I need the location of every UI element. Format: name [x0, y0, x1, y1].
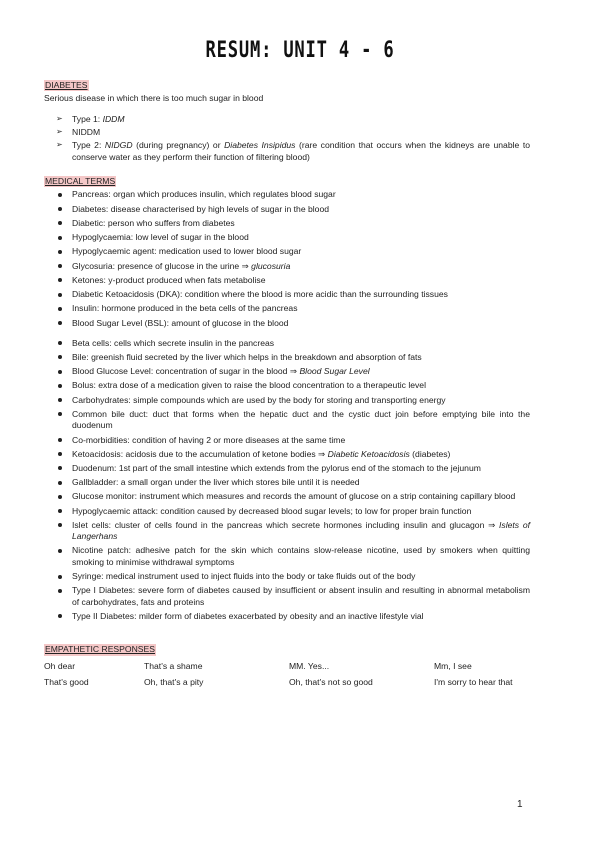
page-number: 1 [517, 799, 523, 810]
bullet-icon [58, 614, 62, 618]
bullet-icon [58, 575, 62, 579]
list-item: Diabetic: person who suffers from diabetes [56, 218, 530, 229]
list-item: Ketoacidosis: acidosis due to the accumulation of ketone bodies ⇒ Diabetic Ketoacidosis (diabetes) [56, 449, 530, 460]
list-item: Glucose monitor: instrument which measures and records the amount of glucose on a strip containing capillary blood [56, 491, 530, 502]
response-cell: Oh dear [44, 660, 76, 671]
list-item: Diabetic Ketoacidosis (DKA): condition where the blood is more acidic than the surrounding tissues [56, 289, 530, 300]
bullet-icon [58, 438, 62, 442]
bullet-icon [58, 481, 62, 485]
document-body [44, 80, 530, 688]
empathetic-heading: EMPATHETIC RESPONSES [45, 644, 155, 655]
list-item: Duodenum: 1st part of the small intestine which extends from the pylorus end of the stomach to the jejunum [56, 463, 530, 474]
list-item: Gallbladder: a small organ under the liver which stores bile until it is needed [56, 477, 530, 488]
list-item: Type II Diabetes: milder form of diabetes exacerbated by obesity and an inactive lifestyle vial [56, 611, 530, 622]
bullet-icon [58, 549, 62, 553]
page-title: RESUM: UNIT 4 - 6 [205, 38, 395, 63]
list-item: Pancreas: organ which produces insulin, which regulates blood sugar [56, 189, 530, 200]
list-item: Blood Sugar Level (BSL): amount of glucose in the blood [56, 318, 530, 329]
response-cell: Oh, that's not so good [289, 676, 373, 687]
list-item: Carbohydrates: simple compounds which are used by the body for storing and transporting energy [56, 395, 530, 406]
bullet-icon [58, 452, 62, 456]
bullet-icon [58, 264, 62, 268]
empathetic-responses-section [44, 644, 530, 688]
bullet-icon [58, 509, 62, 513]
list-item: ➢ NIDDM [56, 127, 101, 138]
medical-terms-list-1 [56, 189, 530, 328]
bullet-icon [58, 250, 62, 254]
bullet-icon [58, 207, 62, 211]
bullet-icon [58, 523, 62, 527]
response-cell: Mm, I see [434, 660, 472, 671]
list-item: Bile: greenish fluid secreted by the liver which helps in the breakdown and absorption of fats [56, 352, 530, 363]
bullet-icon [58, 384, 62, 388]
list-item: Beta cells: cells which secrete insulin in the pancreas [56, 338, 530, 349]
bullet-icon [58, 193, 62, 197]
bullet-icon [58, 236, 62, 240]
list-item: Co-morbidities: condition of having 2 or more diseases at the same time [56, 435, 530, 446]
list-item: ➢ Type 2: NIDGD (during pregnancy) or Diabetes Insipidus (rare condition that occurs when the kidneys are unable to conserve water as they perform their function of filtering blood) [56, 140, 531, 162]
list-item: Syringe: medical instrument used to inject fluids into the body or take fluids out of the body [56, 571, 530, 582]
response-cell: MM. Yes... [289, 660, 330, 671]
bullet-icon [58, 341, 62, 345]
response-cell: That's good [44, 676, 89, 687]
bullet-icon [58, 412, 62, 416]
bullet-icon [58, 466, 62, 470]
bullet-icon [58, 293, 62, 297]
medical-terms-heading: MEDICAL TERMS [45, 176, 116, 187]
medical-terms-section [44, 176, 530, 622]
bullet-icon [58, 307, 62, 311]
list-item: Bolus: extra dose of a medication given to raise the blood concentration to a therapeutic level [56, 380, 530, 391]
diabetes-description: Serious disease in which there is too much sugar in blood [44, 93, 264, 104]
list-item: Blood Glucose Level: concentration of sugar in the blood ⇒ Blood Sugar Level [56, 366, 530, 377]
list-item: Islet cells: cluster of cells found in the pancreas which secrete hormones including insulin and glucagon ⇒ Islets of Langerhans [56, 520, 530, 543]
list-item: Common bile duct: duct that forms when the hepatic duct and the cystic duct join before emptying bile into the duodenum [56, 409, 530, 432]
bullet-icon [58, 221, 62, 225]
list-item: Insulin: hormone produced in the beta cells of the pancreas [56, 303, 530, 314]
list-item: Hypoglycaemia: low level of sugar in the blood [56, 232, 530, 243]
diabetes-section [44, 80, 530, 163]
empathetic-responses-grid [44, 661, 530, 689]
bullet-icon [58, 398, 62, 402]
response-cell: Oh, that's a pity [144, 676, 204, 687]
bullet-icon [58, 370, 62, 374]
response-cell: That's a shame [144, 660, 203, 671]
list-item: Type I Diabetes: severe form of diabetes caused by insufficient or absent insulin and resulting in abnormal metabolism of carbohydrates, fats and proteins [56, 585, 530, 608]
list-item: Hypoglycaemic attack: condition caused by decreased blood sugar levels; to low for proper brain function [56, 506, 530, 517]
list-item: ➢ Type 1: IDDM [56, 113, 125, 124]
response-cell: I'm sorry to hear that [434, 676, 513, 687]
list-item: Hypoglycaemic agent: medication used to lower blood sugar [56, 246, 530, 257]
list-item: Diabetes: disease characterised by high levels of sugar in the blood [56, 204, 530, 215]
bullet-icon [58, 321, 62, 325]
diabetes-heading: DIABETES [45, 80, 88, 90]
list-item: Nicotine patch: adhesive patch for the skin which contains slow-release nicotine, used by smokers when quitting smoking to minimise withdrawal symptoms [56, 545, 530, 568]
bullet-icon [58, 589, 62, 593]
diabetes-types-list [56, 114, 530, 163]
medical-terms-list-2 [56, 338, 530, 622]
list-item: Glycosuria: presence of glucose in the urine ⇒ glucosuria [56, 261, 530, 272]
list-item: Ketones: y-product produced when fats metabolise [56, 275, 530, 286]
bullet-icon [58, 355, 62, 359]
arrow-bullet-icon: ➢ [56, 140, 63, 150]
arrow-bullet-icon: ➢ [56, 113, 63, 123]
bullet-icon [58, 278, 62, 282]
bullet-icon [58, 495, 62, 499]
arrow-bullet-icon: ➢ [56, 127, 63, 137]
